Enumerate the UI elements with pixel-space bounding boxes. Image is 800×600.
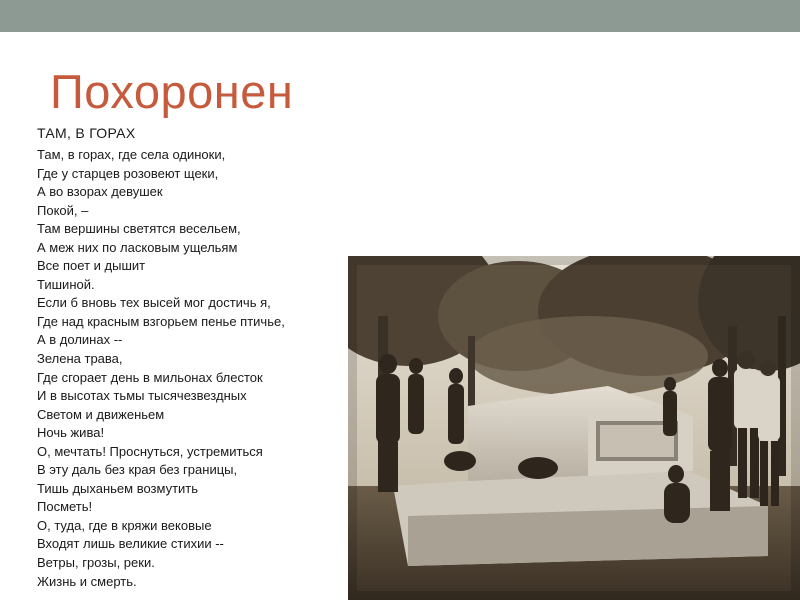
- poem-line: Посметь!: [37, 499, 93, 515]
- slide-title: Похоронен: [50, 65, 294, 118]
- poem-line: Если б вновь тех высей мог достичь я,: [37, 295, 271, 311]
- poem-line: А во взорах девушек: [37, 184, 163, 200]
- poem-line: А в долинах --: [37, 332, 123, 348]
- poem-line: Там, в горах, где села одиноки,: [37, 147, 226, 162]
- poem-line: Покой, –: [37, 202, 89, 218]
- poem-line: О, мечтать! Проснуться, устремиться: [37, 443, 263, 459]
- top-bar: [0, 0, 800, 32]
- poem-line: А меж них по ласковым ущельям: [37, 239, 238, 255]
- poem-line: Входят лишь великие стихии --: [37, 536, 224, 552]
- poem-text: [37, 146, 347, 591]
- poem-line: Жизнь и смерть.: [37, 573, 137, 589]
- poem-line: Ветры, грозы, реки.: [37, 555, 155, 571]
- poem-line: Где сгорает день в мильонах блесток: [37, 369, 263, 385]
- poem-line: Все поет и дышит: [37, 258, 146, 274]
- poem-line: Светом и движеньем: [37, 406, 165, 422]
- poem-line: Тишиной.: [37, 276, 95, 292]
- poem-line: О, туда, где в кряжи вековые: [37, 517, 212, 533]
- poem-heading: ТАМ, В ГОРАХ: [37, 125, 136, 141]
- poem-line: Зелена трава,: [37, 351, 123, 367]
- poem-line: И в высотах тьмы тысячезвездных: [37, 388, 247, 404]
- poem-line: Где над красным взгорьем пенье птичье,: [37, 313, 285, 329]
- poem-line: В эту даль без края без границы,: [37, 462, 238, 478]
- poem-line: Там вершины светятся весельем,: [37, 221, 241, 237]
- poem-line: Где у старцев розовеют щеки,: [37, 165, 219, 181]
- poem-line: Тишь дыханьем возмутить: [37, 480, 199, 496]
- poem-line: Ночь жива!: [37, 425, 105, 441]
- tomb-photo: [348, 256, 800, 600]
